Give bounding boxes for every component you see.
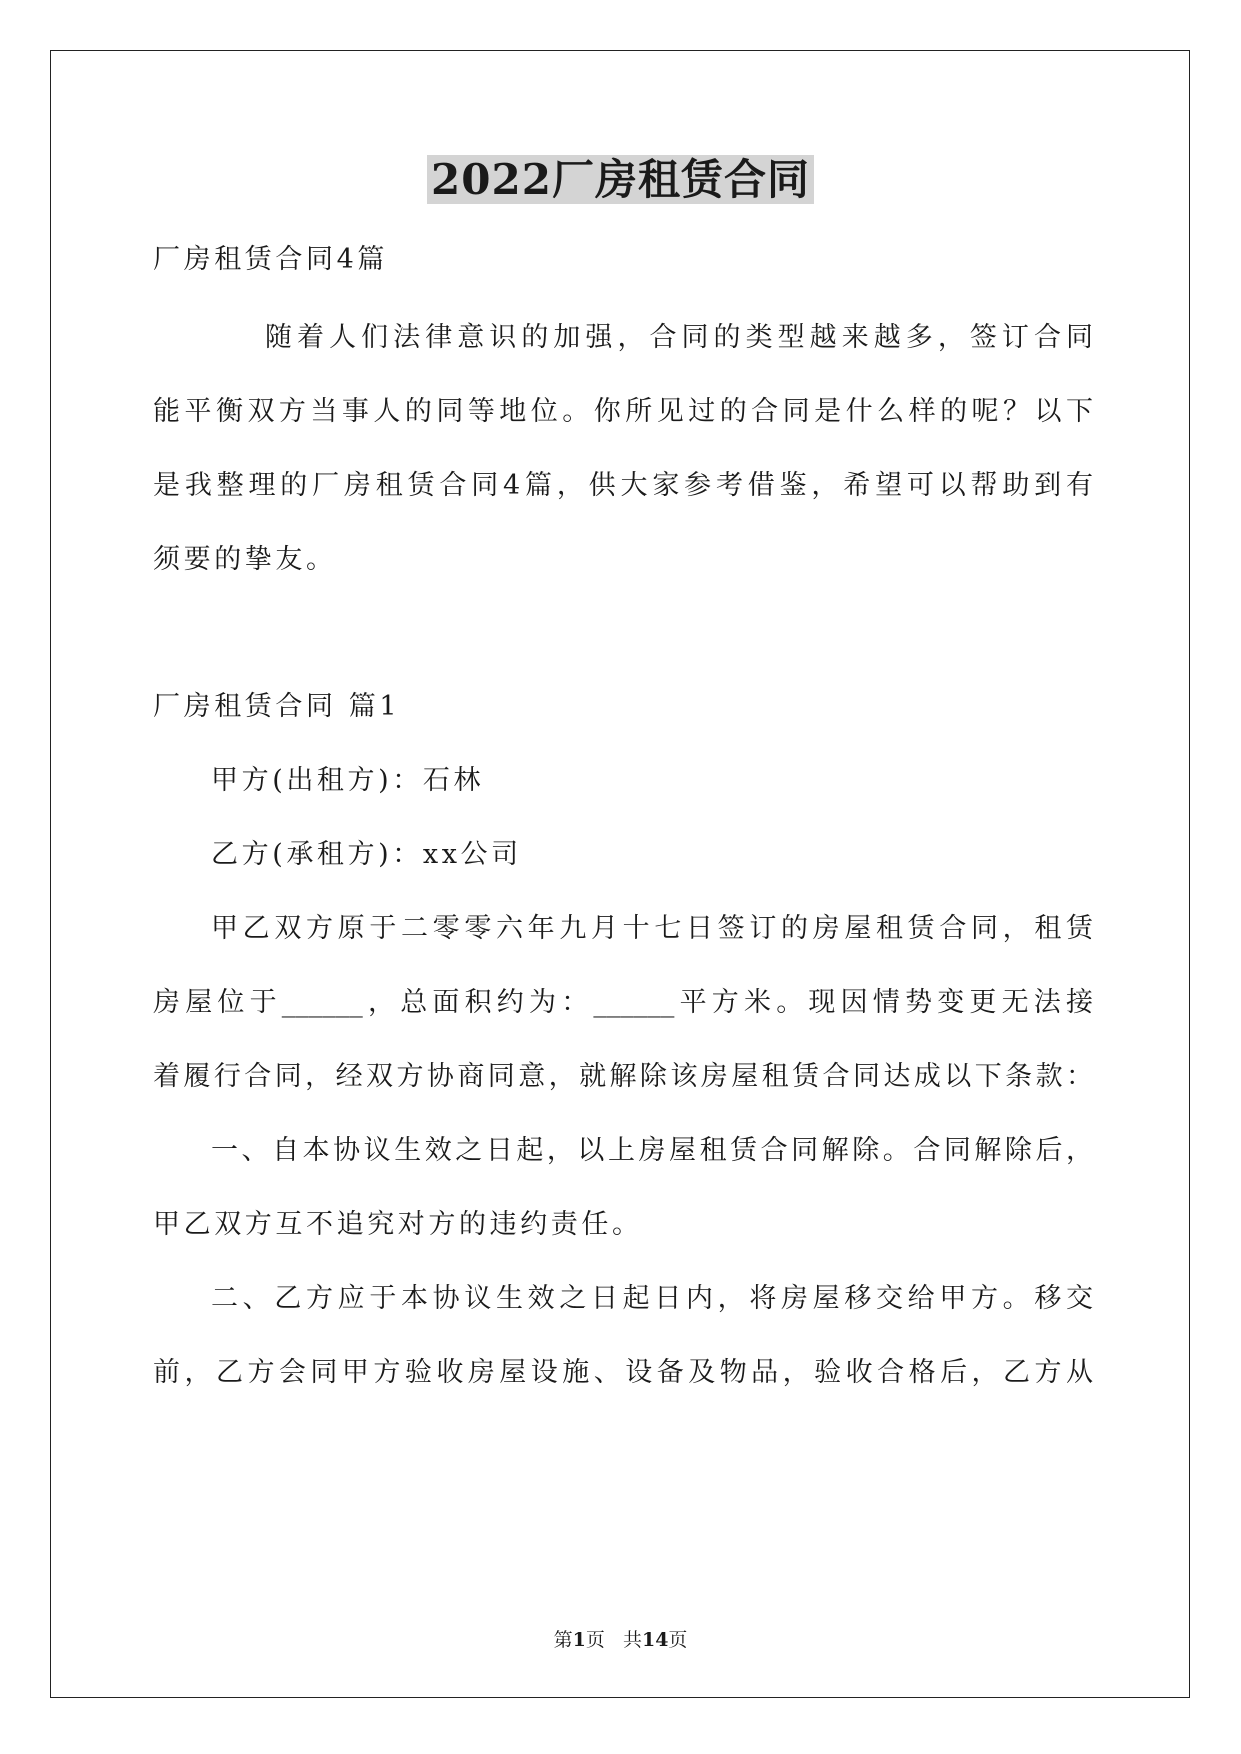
footer-total-pages: 14: [641, 1629, 669, 1651]
page-footer: [0, 1625, 1241, 1655]
body-line-3: 着履行合同，经双方协商同意，就解除该房屋租赁合同达成以下条款：: [153, 1061, 1093, 1092]
footer-page-prefix: 第: [553, 1629, 573, 1651]
intro-line-3: 是我整理的厂房租赁合同4篇，供大家参考借鉴，希望可以帮助到有: [153, 470, 1093, 501]
section-heading: 厂房租赁合同 篇1: [153, 691, 401, 722]
party-a-line: 甲方(出租方)：石林: [211, 765, 485, 796]
footer-page-number: 1: [572, 1629, 586, 1651]
document-title: [0, 150, 1241, 210]
body-line-5: 甲乙双方互不追究对方的违约责任。: [153, 1209, 643, 1240]
intro-line-2: 能平衡双方当事人的同等地位。你所见过的合同是什么样的呢？以下: [153, 396, 1093, 427]
body-line-1: 甲乙双方原于二零零六年九月十七日签订的房屋租赁合同，租赁: [211, 913, 1093, 944]
footer-total-suffix: 页: [668, 1629, 688, 1651]
party-b-line: 乙方(承租方)：xx公司: [211, 839, 522, 870]
intro-line-1: 随着人们法律意识的加强，合同的类型越来越多，签订合同: [265, 322, 1093, 353]
document-title-text: 2022厂房租赁合同: [427, 155, 814, 204]
body-line-7: 前，乙方会同甲方验收房屋设施、设备及物品，验收合格后，乙方从: [153, 1357, 1093, 1388]
footer-total-prefix: 共: [622, 1629, 642, 1651]
footer-page-suffix: 页: [585, 1629, 605, 1651]
body-line-2: 房屋位于______，总面积约为：______平方米。现因情势变更无法接: [153, 987, 1093, 1018]
intro-line-4: 须要的挚友。: [153, 544, 337, 575]
body-line-6: 二、乙方应于本协议生效之日起日内，将房屋移交给甲方。移交: [211, 1283, 1093, 1314]
document-subtitle: 厂房租赁合同4篇: [153, 244, 388, 275]
body-line-4: 一、自本协议生效之日起，以上房屋租赁合同解除。合同解除后，: [211, 1135, 1093, 1166]
